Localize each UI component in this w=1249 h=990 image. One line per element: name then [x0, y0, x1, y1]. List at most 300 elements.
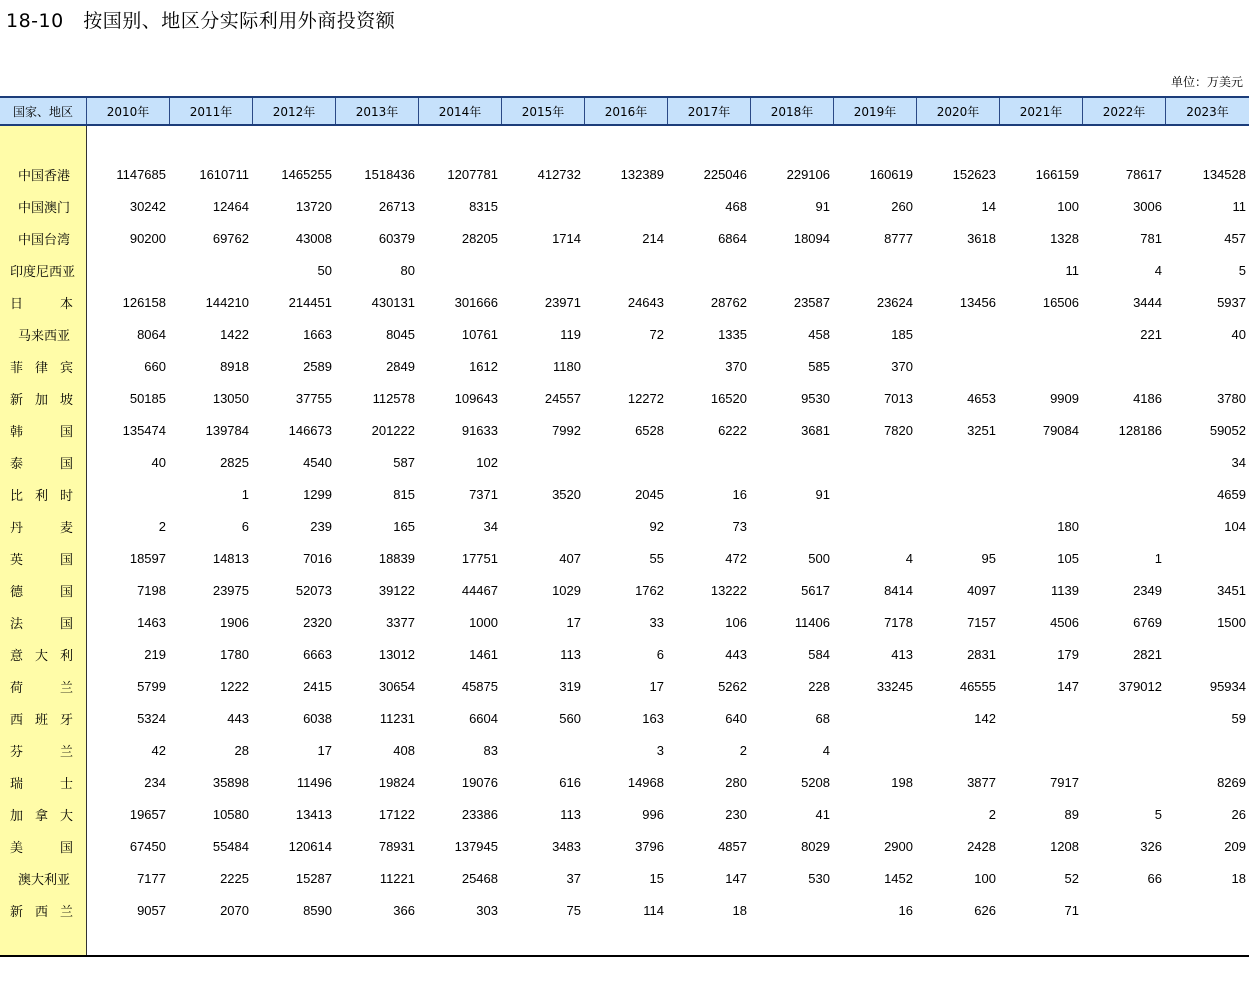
- table-cell: 1139: [1051, 582, 1079, 598]
- table-cell: 2045: [635, 486, 664, 502]
- table-cell: 3444: [1133, 294, 1162, 310]
- header-year: 2022年: [1083, 98, 1166, 124]
- table-row: [0, 606, 1249, 638]
- table-cell: 11: [1065, 262, 1079, 278]
- table-cell: 260: [891, 198, 913, 214]
- table-cell: 9530: [801, 390, 830, 406]
- table-cell: 139784: [205, 422, 249, 438]
- row-label-text: 日本: [10, 296, 73, 312]
- table-cell: 68: [815, 710, 830, 726]
- row-label-text: 德国: [10, 584, 73, 600]
- table-cell: 66: [1147, 870, 1162, 886]
- table-cell: 6604: [469, 710, 498, 726]
- table-cell: 1610711: [199, 166, 249, 182]
- table-cell: 1222: [220, 678, 249, 694]
- table-cell: 16520: [710, 390, 747, 406]
- table-cell: 4653: [967, 390, 996, 406]
- table-cell: 59052: [1209, 422, 1246, 438]
- table-cell: 30242: [129, 198, 166, 214]
- table-cell: 160619: [869, 166, 913, 182]
- table-cell: 2831: [967, 646, 996, 662]
- table-cell: 8918: [220, 358, 249, 374]
- table-cell: 370: [891, 358, 913, 374]
- table-body: [0, 158, 1249, 926]
- table-cell: 60379: [378, 230, 415, 246]
- table-cell: 198: [891, 774, 913, 790]
- table-cell: 44467: [461, 582, 498, 598]
- table-row: [0, 702, 1249, 734]
- unit-label: 单位：万美元: [1170, 75, 1243, 89]
- table-cell: 147: [1057, 678, 1079, 694]
- table-cell: 7178: [884, 614, 913, 630]
- table-cell: 17: [649, 678, 664, 694]
- table-cell: 16: [732, 486, 747, 502]
- table-cell: 17: [317, 742, 332, 758]
- table-cell: 91633: [461, 422, 498, 438]
- table-cell: 135474: [122, 422, 166, 438]
- table-cell: 815: [393, 486, 415, 502]
- table-cell: 67450: [129, 838, 166, 854]
- row-label-text: 西班牙: [10, 712, 73, 728]
- table-cell: 3251: [967, 422, 996, 438]
- table-cell: 1906: [220, 614, 249, 630]
- table-cell: 14813: [212, 550, 249, 566]
- table-cell: 229106: [786, 166, 830, 182]
- table-cell: 7157: [967, 614, 996, 630]
- table-row: [0, 574, 1249, 606]
- header-year: 2019年: [834, 98, 917, 124]
- table-cell: 8269: [1217, 774, 1246, 790]
- header-year: 2023年: [1186, 104, 1229, 119]
- table-cell: 2320: [303, 614, 332, 630]
- table-cell: 45875: [461, 678, 498, 694]
- table-cell: 13413: [295, 806, 332, 822]
- table-cell: 1180: [553, 358, 581, 374]
- table-row: [0, 222, 1249, 254]
- table-cell: 2349: [1133, 582, 1162, 598]
- table-cell: 4: [905, 550, 913, 566]
- table-cell: 6528: [635, 422, 664, 438]
- header-year: 2017年: [668, 98, 751, 124]
- table-cell: 1147685: [116, 166, 166, 182]
- table-cell: 179: [1057, 646, 1079, 662]
- table-cell: 55: [649, 550, 664, 566]
- row-label: [0, 229, 87, 248]
- table-cell: 4857: [718, 838, 747, 854]
- table-cell: 11221: [379, 870, 415, 886]
- table-cell: 18: [732, 902, 747, 918]
- table-cell: 132389: [620, 166, 664, 182]
- table-row: [0, 830, 1249, 862]
- row-label-text: 英国: [10, 552, 73, 568]
- bottom-rule: [0, 955, 1249, 957]
- table-cell: 9057: [137, 902, 166, 918]
- table-cell: 640: [725, 710, 747, 726]
- table-cell: 9909: [1050, 390, 1079, 406]
- table-cell: 18: [1231, 870, 1246, 886]
- table-cell: 2: [739, 742, 747, 758]
- table-cell: 78931: [378, 838, 415, 854]
- header-country-region: 国家、地区: [0, 98, 87, 124]
- header-year: 2020年: [917, 98, 1000, 124]
- row-label: [0, 357, 87, 376]
- table-cell: 6: [656, 646, 664, 662]
- row-label-text: 韩国: [10, 424, 73, 440]
- table-cell: 3877: [967, 774, 996, 790]
- table-cell: 10761: [461, 326, 498, 342]
- table-cell: 1299: [303, 486, 332, 502]
- table-cell: 75: [566, 902, 581, 918]
- table-cell: 13050: [212, 390, 249, 406]
- table-cell: 4506: [1050, 614, 1079, 630]
- row-label: [0, 485, 87, 504]
- table-cell: 8029: [801, 838, 830, 854]
- table-cell: 370: [725, 358, 747, 374]
- table-cell: 37: [566, 870, 581, 886]
- table-row: [0, 318, 1249, 350]
- table-cell: 24643: [627, 294, 664, 310]
- table-cell: 7371: [469, 486, 498, 502]
- table-cell: 100: [1057, 198, 1079, 214]
- table-cell: 468: [725, 198, 747, 214]
- table-row: [0, 254, 1249, 286]
- table-cell: 37755: [295, 390, 332, 406]
- table-cell: 8590: [303, 902, 332, 918]
- table-cell: 412732: [537, 166, 581, 182]
- row-label-text: 法国: [10, 616, 73, 632]
- table-cell: 18839: [378, 550, 415, 566]
- row-label-text: 新西兰: [10, 904, 73, 920]
- row-label-text: 菲律宾: [10, 360, 73, 376]
- table-cell: 408: [393, 742, 415, 758]
- table-row: [0, 542, 1249, 574]
- table-cell: 185: [891, 326, 913, 342]
- table-cell: 11: [1232, 198, 1246, 214]
- table-cell: 119: [560, 326, 581, 342]
- page-title: 18-10 按国别、地区分实际利用外商投资额: [6, 10, 396, 32]
- table-cell: 69762: [212, 230, 249, 246]
- row-label-text: 芬兰: [10, 744, 73, 760]
- table-cell: 42: [151, 742, 166, 758]
- table-cell: 114: [643, 902, 664, 918]
- table-cell: 95934: [1209, 678, 1246, 694]
- table-cell: 1461: [469, 646, 498, 662]
- table-cell: 18597: [129, 550, 166, 566]
- table-cell: 34: [483, 518, 498, 534]
- row-label: [0, 805, 87, 824]
- table-cell: 5617: [801, 582, 830, 598]
- table-cell: 39122: [378, 582, 415, 598]
- table-cell: 500: [808, 550, 830, 566]
- row-label-text: 瑞士: [10, 776, 73, 792]
- table-cell: 443: [725, 646, 747, 662]
- table-cell: 102: [476, 454, 498, 470]
- table-cell: 2825: [220, 454, 249, 470]
- row-label: [0, 613, 87, 632]
- table-cell: 585: [808, 358, 830, 374]
- table-cell: 120614: [288, 838, 332, 854]
- table-cell: 228: [808, 678, 830, 694]
- table-cell: 144210: [205, 294, 249, 310]
- table-cell: 4659: [1217, 486, 1246, 502]
- table-cell: 1612: [469, 358, 498, 374]
- table-cell: 50: [317, 262, 332, 278]
- table-cell: 225046: [703, 166, 747, 182]
- table-cell: 11496: [296, 774, 332, 790]
- header-year: 2014年: [419, 98, 502, 124]
- table-cell: 8045: [386, 326, 415, 342]
- table-cell: 13012: [378, 646, 415, 662]
- table-cell: 5208: [801, 774, 830, 790]
- table-cell: 5324: [137, 710, 166, 726]
- row-label: [0, 165, 87, 184]
- table-cell: 214: [642, 230, 664, 246]
- table-cell: 8777: [884, 230, 913, 246]
- table-cell: 6663: [303, 646, 332, 662]
- table-cell: 92: [649, 518, 664, 534]
- table-cell: 1029: [552, 582, 581, 598]
- table-cell: 180: [1057, 518, 1079, 534]
- table-cell: 13720: [295, 198, 332, 214]
- table-cell: 3681: [801, 422, 830, 438]
- table-cell: 413: [891, 646, 913, 662]
- table-row: [0, 478, 1249, 510]
- row-label: [0, 677, 87, 696]
- table-cell: 14: [981, 198, 996, 214]
- table-cell: 4: [822, 742, 830, 758]
- table-cell: 201222: [371, 422, 415, 438]
- table-cell: 379012: [1118, 678, 1162, 694]
- table-cell: 3451: [1217, 582, 1246, 598]
- table-cell: 11406: [794, 614, 830, 630]
- table-cell: 430131: [371, 294, 415, 310]
- table-row: [0, 190, 1249, 222]
- table-cell: 5: [1154, 806, 1162, 822]
- table-cell: 2589: [303, 358, 332, 374]
- row-label-text: 美国: [10, 840, 73, 856]
- header-year: 2016年: [585, 98, 668, 124]
- table-cell: 17122: [378, 806, 415, 822]
- table-cell: 8315: [469, 198, 498, 214]
- table-cell: 7992: [552, 422, 581, 438]
- table-cell: 23587: [793, 294, 830, 310]
- table-cell: 239: [310, 518, 332, 534]
- table-cell: 35898: [212, 774, 249, 790]
- table-cell: 626: [974, 902, 996, 918]
- table-cell: 1208: [1050, 838, 1079, 854]
- table-cell: 78617: [1125, 166, 1162, 182]
- table-cell: 12272: [627, 390, 664, 406]
- table-cell: 113: [560, 806, 581, 822]
- table-cell: 147: [725, 870, 747, 886]
- row-label: [0, 773, 87, 792]
- row-label: [0, 901, 87, 920]
- table-row: [0, 350, 1249, 382]
- table-cell: 2: [988, 806, 996, 822]
- table-cell: 1452: [884, 870, 913, 886]
- table-cell: 17: [566, 614, 581, 630]
- table-cell: 146673: [288, 422, 332, 438]
- row-label-text: 中国台湾: [18, 232, 71, 248]
- table-cell: 5799: [137, 678, 166, 694]
- row-label-text: 新加坡: [10, 392, 73, 408]
- table-cell: 3: [656, 742, 664, 758]
- table-cell: 214451: [288, 294, 332, 310]
- table-cell: 2821: [1133, 646, 1162, 662]
- table-cell: 40: [151, 454, 166, 470]
- header-year: 2018年: [751, 98, 834, 124]
- table-cell: 366: [393, 902, 415, 918]
- table-cell: 1000: [469, 614, 498, 630]
- table-cell: 41: [815, 806, 830, 822]
- header-year: 2015年: [502, 98, 585, 124]
- table-cell: 91: [815, 486, 830, 502]
- table-cell: 3483: [552, 838, 581, 854]
- table-cell: 2849: [386, 358, 415, 374]
- row-label: [0, 453, 87, 472]
- table-cell: 59: [1231, 710, 1246, 726]
- table-cell: 587: [393, 454, 415, 470]
- table-cell: 1463: [137, 614, 166, 630]
- table-row: [0, 158, 1249, 190]
- row-label-text: 澳大利亚: [18, 872, 71, 888]
- table-cell: 10580: [212, 806, 249, 822]
- table-cell: 109643: [454, 390, 498, 406]
- table-cell: 91: [815, 198, 830, 214]
- table-cell: 4186: [1133, 390, 1162, 406]
- table-cell: 5937: [1217, 294, 1246, 310]
- table-cell: 472: [725, 550, 747, 566]
- table-cell: 40: [1231, 326, 1246, 342]
- table-cell: 1714: [552, 230, 581, 246]
- table-cell: 23971: [544, 294, 581, 310]
- table-cell: 1: [1154, 550, 1162, 566]
- table-cell: 26: [1231, 806, 1246, 822]
- header-year: 2011年: [170, 98, 253, 124]
- table-cell: 52073: [295, 582, 332, 598]
- row-label: [0, 293, 87, 312]
- row-label-text: 比利时: [10, 488, 73, 504]
- row-label: [0, 741, 87, 760]
- table-cell: 126158: [122, 294, 166, 310]
- row-label: [0, 709, 87, 728]
- table-cell: 26713: [378, 198, 415, 214]
- table-cell: 46555: [959, 678, 996, 694]
- table-cell: 112578: [372, 390, 415, 406]
- row-label-text: 意大利: [10, 648, 73, 664]
- table-row: [0, 446, 1249, 478]
- row-label-text: 中国澳门: [18, 200, 71, 216]
- table-cell: 12464: [212, 198, 249, 214]
- table-cell: 280: [725, 774, 747, 790]
- table-row: [0, 734, 1249, 766]
- table-cell: 584: [808, 646, 830, 662]
- table-cell: 6864: [718, 230, 747, 246]
- table-cell: 2225: [220, 870, 249, 886]
- table-cell: 1207781: [447, 166, 498, 182]
- table-cell: 1518436: [364, 166, 415, 182]
- table-cell: 7198: [137, 582, 166, 598]
- table-row: [0, 798, 1249, 830]
- table-cell: 137945: [454, 838, 498, 854]
- table-row: [0, 414, 1249, 446]
- table-cell: 2900: [884, 838, 913, 854]
- table-cell: 3618: [967, 230, 996, 246]
- table-header: [0, 96, 1249, 126]
- table-cell: 407: [559, 550, 581, 566]
- table-cell: 234: [144, 774, 166, 790]
- row-label-text: 印度尼西亚: [10, 264, 76, 280]
- table-cell: 23624: [876, 294, 913, 310]
- table-cell: 660: [144, 358, 166, 374]
- header-year: 2012年: [253, 98, 336, 124]
- table-cell: 443: [227, 710, 249, 726]
- table-cell: 221: [1140, 326, 1162, 342]
- table-cell: 6769: [1133, 614, 1162, 630]
- table-cell: 165: [393, 518, 415, 534]
- row-label: [0, 581, 87, 600]
- table-cell: 166159: [1035, 166, 1079, 182]
- table-cell: 134528: [1202, 166, 1246, 182]
- table-cell: 16506: [1042, 294, 1079, 310]
- row-label: [0, 325, 87, 344]
- table-cell: 55484: [212, 838, 249, 854]
- table-row: [0, 862, 1249, 894]
- table-cell: 457: [1224, 230, 1246, 246]
- table-cell: 50185: [129, 390, 166, 406]
- table-cell: 90200: [129, 230, 166, 246]
- table-cell: 33: [649, 614, 664, 630]
- table-cell: 230: [725, 806, 747, 822]
- table-cell: 23386: [461, 806, 498, 822]
- table-cell: 2415: [303, 678, 332, 694]
- table-cell: 30654: [378, 678, 415, 694]
- table-cell: 2070: [220, 902, 249, 918]
- table-cell: 301666: [454, 294, 498, 310]
- table-cell: 25468: [461, 870, 498, 886]
- row-label: [0, 421, 87, 440]
- table-cell: 996: [642, 806, 664, 822]
- table-cell: 142: [974, 710, 996, 726]
- table-cell: 6038: [303, 710, 332, 726]
- row-label: [0, 869, 87, 888]
- table-cell: 105: [1057, 550, 1079, 566]
- table-cell: 1762: [635, 582, 664, 598]
- table-cell: 15287: [295, 870, 332, 886]
- table-cell: 73: [732, 518, 747, 534]
- row-label: [0, 549, 87, 568]
- row-label: [0, 645, 87, 664]
- table-cell: 104: [1224, 518, 1246, 534]
- table-cell: 28762: [710, 294, 747, 310]
- table-cell: 6: [241, 518, 249, 534]
- table-cell: 72: [649, 326, 664, 342]
- table-cell: 2: [158, 518, 166, 534]
- table-row: [0, 286, 1249, 318]
- table-cell: 616: [559, 774, 581, 790]
- table-cell: 28205: [461, 230, 498, 246]
- table-cell: 7013: [884, 390, 913, 406]
- table-cell: 1: [241, 486, 249, 502]
- table-cell: 52: [1064, 870, 1079, 886]
- row-label: [0, 261, 87, 280]
- table-cell: 4097: [967, 582, 996, 598]
- table-cell: 3006: [1133, 198, 1162, 214]
- table-cell: 13222: [710, 582, 747, 598]
- row-label-text: 马来西亚: [18, 328, 71, 344]
- row-label-text: 中国香港: [18, 168, 71, 184]
- table-cell: 560: [559, 710, 581, 726]
